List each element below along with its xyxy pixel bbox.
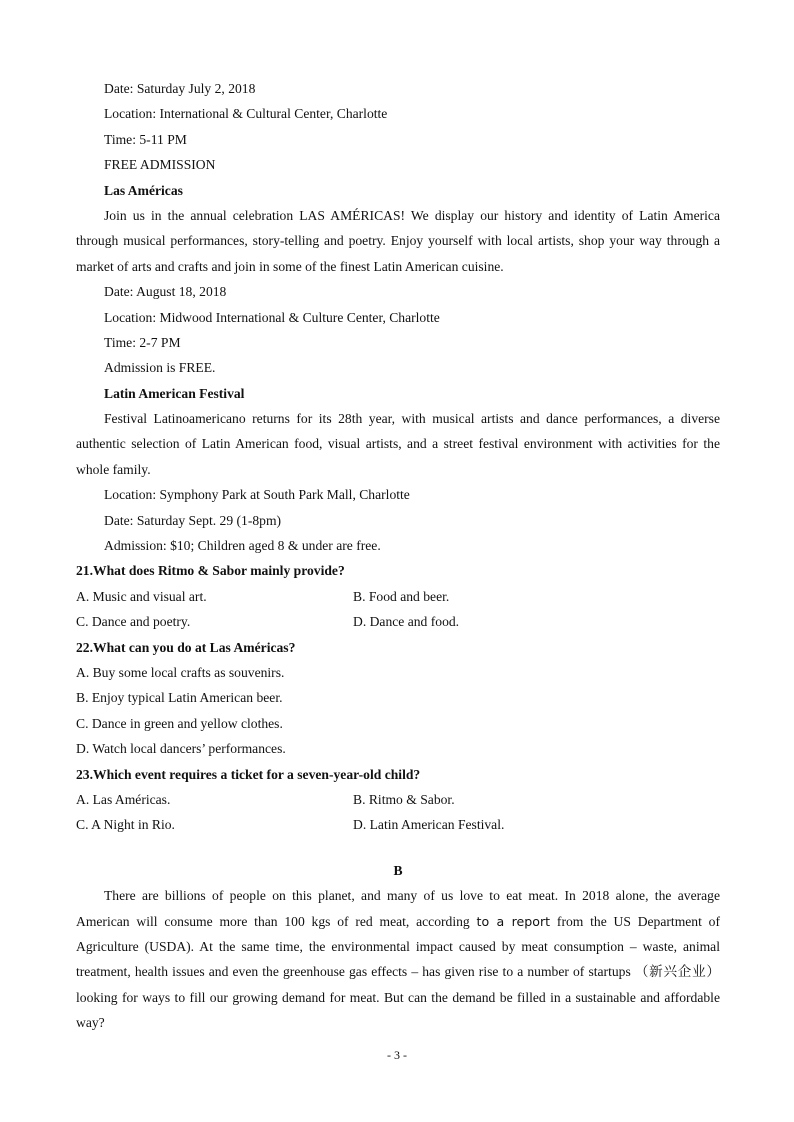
option-a: A. Las Américas. xyxy=(76,791,171,807)
latin-festival-desc-line: Festival Latinoamericano returns for its 28th year, with musical artists and dance performances, a diverse xyxy=(104,411,720,427)
report-link-text: to a report xyxy=(476,913,551,929)
las-americas-location: Location: Midwood International & Culture Center, Charlotte xyxy=(104,309,440,325)
passage-b-line: looking for ways to fill our growing demand for meat. But can the demand be filled in a sustainable and affordable xyxy=(76,989,720,1005)
passage-b-line: way? xyxy=(76,1015,105,1031)
event-date: Date: Saturday July 2, 2018 xyxy=(104,81,256,96)
option-a: A. Buy some local crafts as souvenirs. xyxy=(76,664,285,680)
option-c: C. A Night in Rio. xyxy=(76,817,175,833)
option-c: C. Dance and poetry. xyxy=(76,614,191,630)
option-d: D. Dance and food. xyxy=(353,614,460,630)
question-21-options-row xyxy=(76,609,720,634)
passage-b-line: There are billions of people on this planet, and many of us love to eat meat. In 2018 alone, the average xyxy=(104,888,720,904)
document-page xyxy=(76,76,720,1035)
passage-b-line: Agriculture (USDA). At the same time, the environmental impact caused by meat consumption – waste, animal xyxy=(76,938,720,954)
option-b: B. Enjoy typical Latin American beer. xyxy=(76,690,283,706)
las-americas-title: Las Américas xyxy=(104,182,183,198)
latin-festival-admission: Admission: $10; Children aged 8 & under are free. xyxy=(104,538,381,554)
passage-b-text: American will consume more than 100 kgs of red meat, according xyxy=(76,913,477,929)
passage-b-line: treatment, health issues and even the greenhouse gas effects – has given rise to a number of startups （新兴企业） xyxy=(76,964,720,980)
question-23-stem: 23.Which event requires a ticket for a seven-year-old child? xyxy=(76,766,421,782)
las-americas-desc-line: market of arts and crafts and join in some of the finest Latin American cuisine. xyxy=(76,258,504,274)
option-d: D. Watch local dancers’ performances. xyxy=(76,741,286,757)
las-americas-time: Time: 2-7 PM xyxy=(104,334,181,350)
las-americas-admission: Admission is FREE. xyxy=(104,360,216,376)
las-americas-desc-line: Join us in the annual celebration LAS AMÉRICAS! We display our history and identity of Latin America xyxy=(104,207,720,223)
event-admission: FREE ADMISSION xyxy=(104,157,216,173)
option-c: C. Dance in green and yellow clothes. xyxy=(76,715,283,731)
section-b-heading: B xyxy=(393,862,403,878)
passage-b-text: from the US Department of xyxy=(550,913,720,929)
question-23-options-row xyxy=(76,812,720,837)
latin-festival-title: Latin American Festival xyxy=(104,385,245,401)
passage-b-line xyxy=(76,909,720,934)
question-21-stem: 21.What does Ritmo & Sabor mainly provide? xyxy=(76,563,345,579)
question-21-options-row xyxy=(76,584,720,609)
question-23-options-row xyxy=(76,787,720,812)
option-b: B. Ritmo & Sabor. xyxy=(353,791,455,807)
event-location: Location: International & Cultural Center, Charlotte xyxy=(104,106,388,122)
event-time: Time: 5-11 PM xyxy=(104,131,187,147)
las-americas-desc-line: through musical performances, story-telling and poetry. Enjoy yourself with local artists, shop your way through a xyxy=(76,233,720,249)
latin-festival-date: Date: Saturday Sept. 29 (1-8pm) xyxy=(104,512,282,528)
latin-festival-desc-line: authentic selection of Latin American food, visual artists, and a street festival environment with activities for the xyxy=(76,436,720,452)
option-d: D. Latin American Festival. xyxy=(353,817,505,833)
las-americas-date: Date: August 18, 2018 xyxy=(104,284,227,300)
question-22-stem: 22.What can you do at Las Américas? xyxy=(76,639,296,655)
latin-festival-location: Location: Symphony Park at South Park Mall, Charlotte xyxy=(104,487,410,503)
option-a: A. Music and visual art. xyxy=(76,588,207,604)
latin-festival-desc-line: whole family. xyxy=(76,461,151,477)
page-number: - 3 - xyxy=(387,1048,407,1062)
option-b: B. Food and beer. xyxy=(353,588,450,604)
